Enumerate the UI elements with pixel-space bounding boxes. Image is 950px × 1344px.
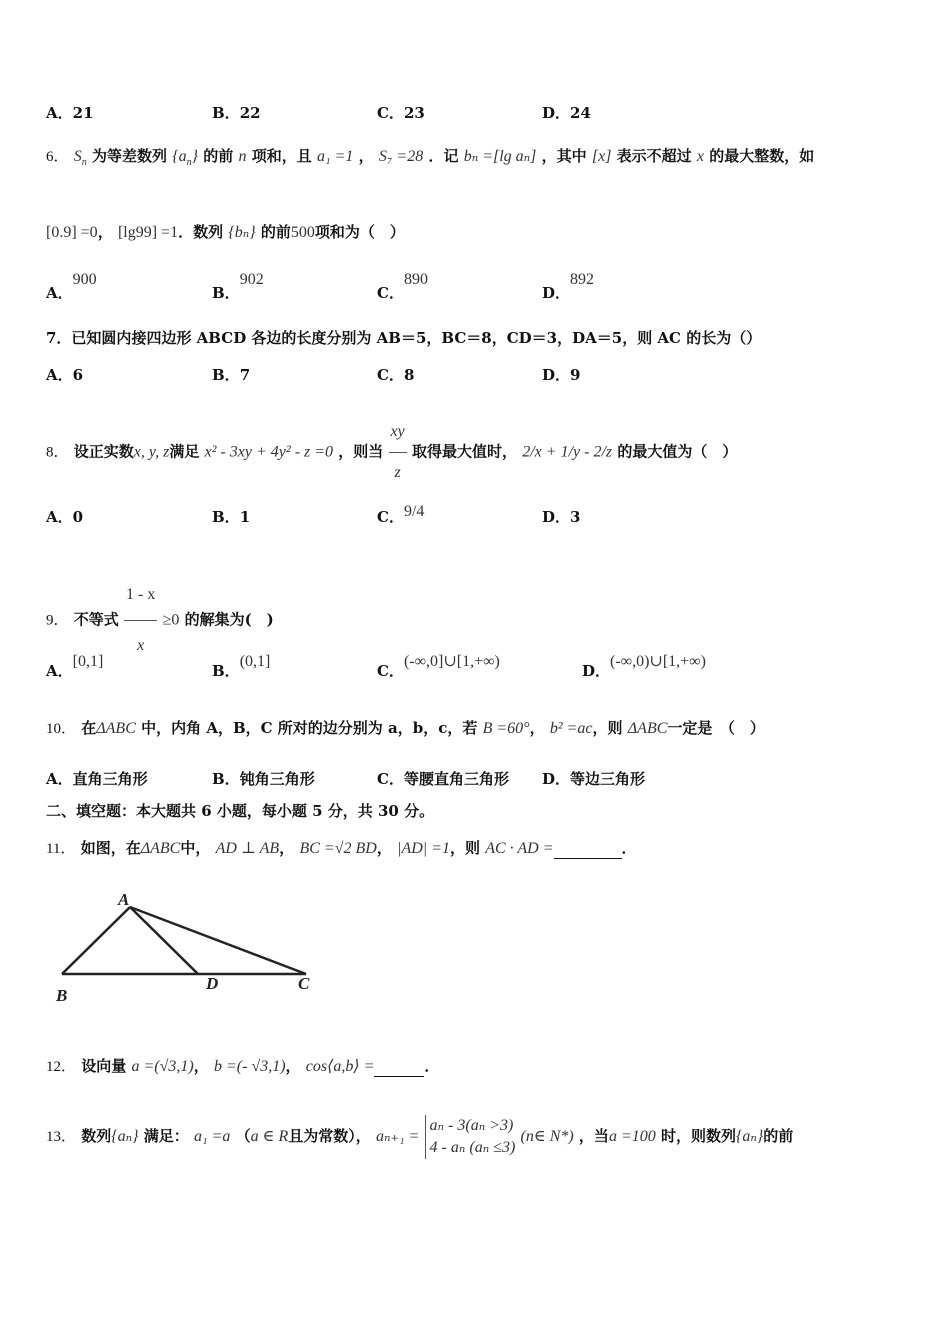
q8-option-d: D．3	[542, 508, 581, 526]
question-12: 12． 设向量 a =(√3,1)， b =(- √3,1)， cos⟨a,b⟩ = ．	[46, 1057, 440, 1075]
q5-option-b: B．22	[212, 104, 261, 122]
q6-option-a: A．900	[46, 271, 97, 302]
q6-option-b: B．902	[212, 271, 264, 302]
math-a1: a₁ =1	[317, 148, 354, 165]
label-b: B	[56, 986, 68, 1005]
q10-option-b: B．钝角三角形	[212, 770, 315, 788]
question-6-line-1: 6． $S_n$ 为等差数列 $\{a_n\}$ 的前 n 项和，且 a₁ =1 ， S₇ =28 ．记 bₙ =[lg aₙ] ，其中 [x] 表示不超过 x 的最大整数，如	[46, 147, 815, 169]
piecewise-definition: aₙ - 3(aₙ >3) 4 - aₙ (aₙ ≤3)	[425, 1115, 516, 1159]
q8-option-b: B．1	[212, 508, 251, 526]
section-heading-fill-in: 二、填空题：本大题共 6 小题，每小题 5 分，共 30 分。	[46, 802, 435, 820]
q5-option-c: C．23	[377, 104, 425, 122]
question-9: 9． 不等式 $\frac{1 - x}{x}$ ≥0 的解集为( )	[46, 570, 274, 671]
label-c: C	[298, 974, 310, 993]
q6-option-c: C．890	[377, 271, 428, 302]
label-d: D	[206, 974, 219, 993]
answer-blank[interactable]	[374, 1056, 424, 1077]
question-11: 11． 如图，在ΔABC中， AD ⊥ AB， BC =√2 BD， |AD| =1，则 AC · AD = ．	[46, 839, 637, 857]
q7-option-a: A．6	[46, 366, 84, 384]
q6-option-d: D．892	[542, 271, 595, 302]
q10-option-c: C．等腰直角三角形	[377, 770, 509, 788]
q7-option-b: B．7	[212, 366, 251, 384]
fraction-inequality: $\frac{1 - x}{x}$	[124, 570, 157, 671]
q8-option-a: A．0	[46, 508, 84, 526]
q5-option-a: A．21	[46, 104, 94, 122]
fraction-xy-over-z: $\frac{xy}{z}$	[389, 412, 407, 493]
math-floor-x: [x]	[591, 148, 612, 165]
q10-option-a: A．直角三角形	[46, 770, 148, 788]
segment-ab	[62, 907, 130, 974]
question-10: 10． 在ΔABC 中，内角 A，B，C 所对的边分别为 a，b，c，若 B =60°， b² =ac，则 ΔABC一定是 （ ）	[46, 719, 765, 737]
math-s7: S₇ =28	[378, 148, 424, 165]
math-bn: bₙ =[lg aₙ]	[463, 148, 537, 165]
label-a: A	[118, 890, 130, 909]
triangle-figure	[52, 885, 322, 1005]
question-6-line-2: [0.9] =0， [lg99] =1．数列 {bₙ} 的前500项和为（ ）	[46, 223, 405, 241]
q9-option-c: C．(-∞,0]∪[1,+∞)	[377, 653, 500, 680]
q7-option-d: D．9	[542, 366, 581, 384]
question-13: 13． 数列{aₙ} 满足： a₁ =a （a ∈ R且为常数）， aₙ₊₁ = aₙ - 3(aₙ >3) 4 - aₙ (aₙ ≤3) (n∈ N*) ，当a =100 时，则数列{aₙ}的前	[46, 1110, 793, 1163]
q10-option-d: D．等边三角形	[542, 770, 646, 788]
q9-option-d: D．(-∞,0)∪[1,+∞)	[582, 653, 706, 680]
math-constraint: x² - 3xy + 4y² - z =0	[204, 443, 334, 461]
q9-option-a: A．[0,1]	[46, 653, 104, 680]
q5-option-d: D．24	[542, 104, 591, 122]
segment-ad	[130, 907, 198, 974]
answer-blank[interactable]	[554, 838, 622, 859]
question-8: 8． 设正实数x, y, z满足 x² - 3xy + 4y² - z =0 ，则当 $\frac{xy}{z}$ 取得最大值时， 2/x + 1/y - 2/z 的最大值为（ ）	[46, 412, 737, 493]
math-expression: 2/x + 1/y - 2/z	[522, 443, 613, 461]
q9-option-b: B．(0,1]	[212, 653, 271, 680]
q8-option-c: C．9/4	[377, 503, 425, 526]
question-7: 7．已知圆内接四边形 ABCD 各边的长度分别为 AB＝5，BC＝8，CD＝3，DA＝5，则 AC 的长为（）	[46, 329, 762, 347]
math-sn: S	[73, 148, 82, 165]
q7-option-c: C．8	[377, 366, 415, 384]
segment-ac	[130, 907, 306, 974]
math-an-set: $\{a_n\}$	[172, 148, 199, 169]
